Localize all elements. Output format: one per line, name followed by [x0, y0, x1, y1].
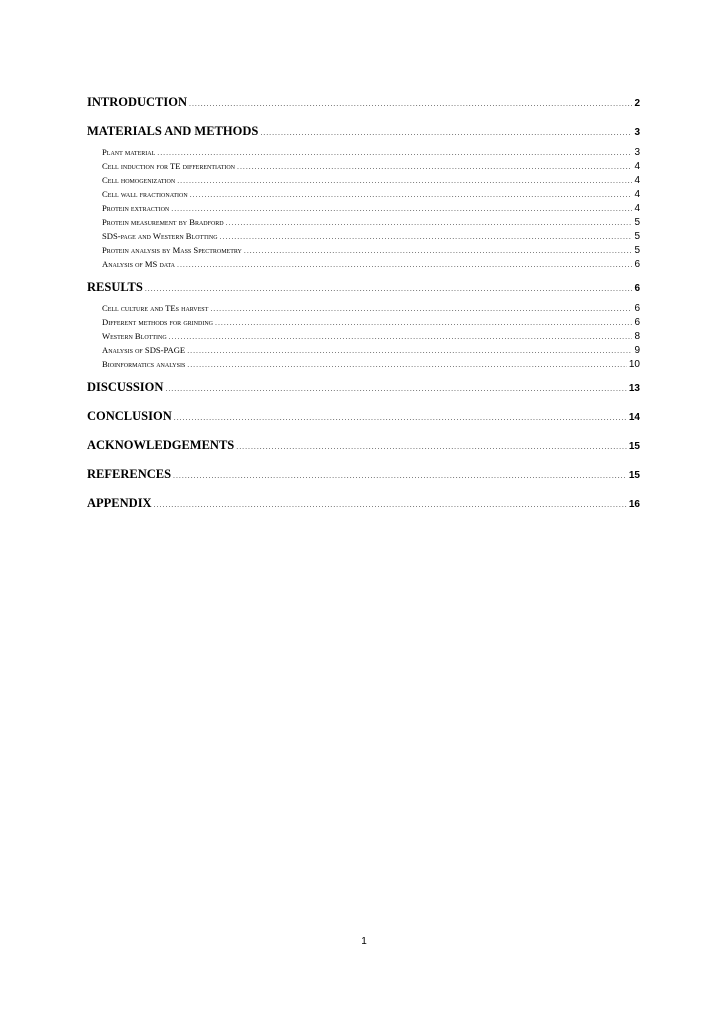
toc-subentry-label: Analysis of MS data: [102, 259, 175, 269]
toc-entry-label: INTRODUCTION: [87, 95, 188, 109]
toc-subentry[interactable]: [87, 316, 640, 330]
toc-subentry-page: 5: [634, 217, 640, 228]
dot-leader: [189, 94, 632, 113]
toc-subentry[interactable]: [87, 230, 640, 244]
toc-subentry-label: Analysis of SDS-PAGE: [102, 345, 186, 355]
toc-entry-introduction[interactable]: [87, 94, 640, 113]
dot-leader: [190, 188, 633, 202]
toc-subentry[interactable]: [87, 202, 640, 216]
toc-entry-results[interactable]: [87, 279, 640, 298]
toc-subentry[interactable]: [87, 146, 640, 160]
toc-entry-page: 14: [628, 412, 640, 423]
toc-entry-appendix[interactable]: [87, 495, 640, 514]
dot-leader: [177, 258, 632, 272]
page-number: 1: [361, 936, 367, 947]
dot-leader: [220, 230, 633, 244]
toc-subentry-page: 6: [634, 317, 640, 328]
dot-leader: [177, 174, 632, 188]
toc-entry-label: ACKNOWLEDGEMENTS: [87, 438, 235, 452]
dot-leader: [157, 146, 632, 160]
toc-subentry[interactable]: [87, 330, 640, 344]
dot-leader: [210, 302, 632, 316]
toc-subentry-page: 4: [634, 175, 640, 186]
toc-entry-page: 6: [634, 283, 640, 294]
toc-subentry[interactable]: [87, 302, 640, 316]
toc-entry-page: 15: [628, 441, 640, 452]
toc-subentry[interactable]: [87, 160, 640, 174]
toc-entry-label: DISCUSSION: [87, 380, 164, 394]
toc-subentry[interactable]: [87, 258, 640, 272]
toc-subentry-label: Cell homogenization: [102, 175, 176, 185]
dot-leader: [154, 495, 627, 514]
toc-subentry-page: 5: [634, 245, 640, 256]
toc-subentry[interactable]: [87, 188, 640, 202]
toc-subentry-label: Protein measurement by Bradford: [102, 217, 224, 227]
toc-entry-page: 2: [634, 98, 640, 109]
toc-subentry-page: 9: [634, 345, 640, 356]
toc-subentry-page: 10: [628, 359, 640, 370]
toc-subentry[interactable]: [87, 344, 640, 358]
toc-entry-references[interactable]: [87, 466, 640, 485]
toc-entry-acknowledgements[interactable]: [87, 437, 640, 456]
dot-leader: [145, 279, 633, 298]
toc-subentry-label: Western Blotting: [102, 331, 167, 341]
toc-subentry-page: 3: [634, 147, 640, 158]
toc-entry-label: REFERENCES: [87, 467, 172, 481]
toc-subentry-label: Cell wall fractionation: [102, 189, 188, 199]
dot-leader: [236, 437, 627, 456]
toc-subentry-label: Cell culture and TEs harvest: [102, 303, 209, 313]
dot-leader: [187, 358, 627, 372]
toc-entry-materials-and-methods[interactable]: [87, 123, 640, 142]
toc-subentry-page: 4: [634, 203, 640, 214]
dot-leader: [171, 202, 632, 216]
dot-leader: [260, 123, 632, 142]
toc-subentry[interactable]: [87, 244, 640, 258]
dot-leader: [237, 160, 632, 174]
toc-entry-label: APPENDIX: [87, 496, 152, 510]
toc-subentry-label: Protein extraction: [102, 203, 170, 213]
toc-subentry-page: 6: [634, 259, 640, 270]
toc-entry-label: MATERIALS AND METHODS: [87, 124, 259, 138]
dot-leader: [226, 216, 633, 230]
toc-subentry-label: Plant material: [102, 147, 156, 157]
dot-leader: [169, 330, 633, 344]
toc-entry-discussion[interactable]: [87, 379, 640, 398]
dot-leader: [173, 466, 627, 485]
dot-leader: [174, 408, 627, 427]
dot-leader: [215, 316, 632, 330]
materials-subsections: [87, 146, 640, 272]
toc-entry-conclusion[interactable]: [87, 408, 640, 427]
toc-subentry-page: 4: [634, 161, 640, 172]
dot-leader: [244, 244, 633, 258]
toc-subentry-page: 8: [634, 331, 640, 342]
toc-subentry-page: 4: [634, 189, 640, 200]
dot-leader: [165, 379, 626, 398]
toc-entry-label: RESULTS: [87, 280, 143, 294]
dot-leader: [187, 344, 632, 358]
toc-entry-page: 15: [628, 470, 640, 481]
toc-subentry-label: Different methods for grinding: [102, 317, 213, 327]
toc-entry-page: 13: [628, 383, 640, 394]
toc-subentry[interactable]: [87, 216, 640, 230]
toc-entry-page: 3: [634, 127, 640, 138]
toc-subentry[interactable]: [87, 358, 640, 372]
toc-subentry-page: 6: [634, 303, 640, 314]
toc-subentry-page: 5: [634, 231, 640, 242]
toc-subentry-label: SDS-page and Western Blotting: [102, 231, 218, 241]
toc-entry-label: CONCLUSION: [87, 409, 172, 423]
table-of-contents: [87, 94, 640, 514]
toc-subentry-label: Protein analysis by Mass Spectrometry: [102, 245, 242, 255]
toc-subentry-label: Cell induction for TE differentiation: [102, 161, 235, 171]
toc-subentry-label: Bioinformatics analysis: [102, 359, 186, 369]
toc-subentry[interactable]: [87, 174, 640, 188]
toc-entry-page: 16: [628, 499, 640, 510]
results-subsections: [87, 302, 640, 372]
